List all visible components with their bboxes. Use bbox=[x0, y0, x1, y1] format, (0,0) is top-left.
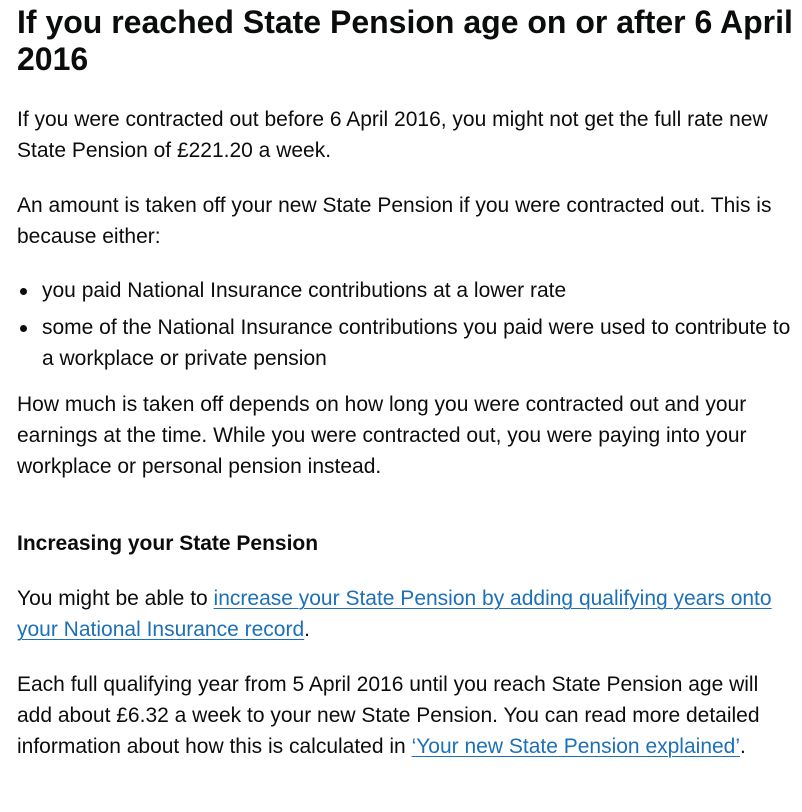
new-state-pension-explained-link[interactable]: ‘Your new State Pension explained’ bbox=[411, 735, 741, 758]
paragraph-increase bbox=[17, 583, 799, 645]
reasons-list bbox=[17, 275, 799, 374]
text-prefix: You might be able to bbox=[17, 587, 214, 610]
list-item: some of the National Insurance contributions you paid were used to contribute to a workplace or private pension bbox=[17, 312, 799, 374]
paragraph-contracted-out: If you were contracted out before 6 April 2016, you might not get the full rate new State Pension of £221.20 a week. bbox=[17, 108, 768, 162]
list-item: you paid National Insurance contributions at a lower rate bbox=[17, 275, 799, 306]
paragraph-amount-taken-off: An amount is taken off your new State Pension if you were contracted out. This is because either: bbox=[17, 194, 772, 248]
paragraph-qualifying-year bbox=[17, 669, 799, 762]
section-heading: If you reached State Pension age on or after 6 April 2016 bbox=[17, 4, 793, 77]
text-prefix: Each full qualifying year from 5 April 2016 until you reach State Pension age will add about £6.32 a week to your new State Pension. You can read more detailed information about how this is calculated in bbox=[17, 673, 760, 758]
increase-state-pension-link[interactable]: increase your State Pension by adding qualifying years onto your National Insurance record bbox=[17, 587, 772, 641]
text-suffix: . bbox=[304, 618, 310, 641]
text-suffix: . bbox=[740, 735, 746, 758]
subheading-increasing: Increasing your State Pension bbox=[17, 532, 319, 555]
paragraph-how-much: How much is taken off depends on how long you were contracted out and your earnings at the time. While you were contracted out, you were paying into your workplace or personal pension instead. bbox=[17, 393, 747, 478]
